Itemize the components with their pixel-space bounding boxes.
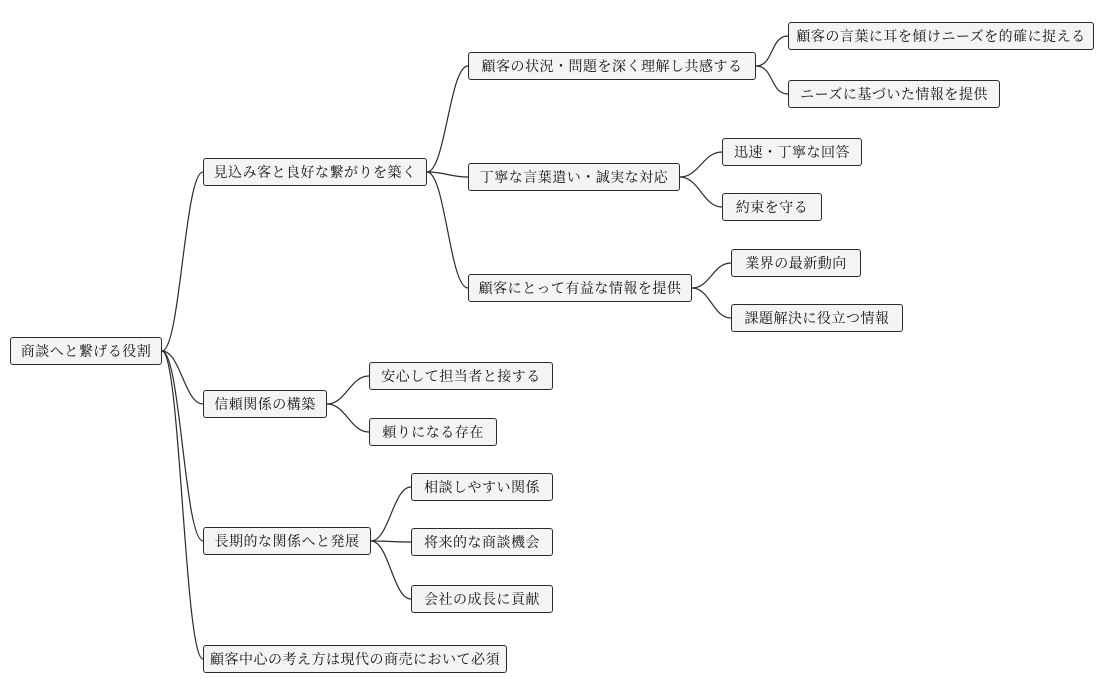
mindmap-node: 顧客中心の考え方は現代の商売において必須 <box>203 645 507 673</box>
mindmap-node: 会社の成長に貢献 <box>411 585 553 613</box>
mindmap-node: 長期的な関係へと発展 <box>203 527 371 555</box>
mindmap-node: 安心して担当者と接する <box>369 362 553 390</box>
mindmap-node: 相談しやすい関係 <box>411 473 553 501</box>
mindmap-edge <box>692 263 731 288</box>
mindmap-node: 頼りになる存在 <box>369 418 497 446</box>
mindmap-edge <box>692 288 731 318</box>
mindmap-node: 丁寧な言葉遣い・誠実な対応 <box>468 163 680 191</box>
mindmap-node: 将来的な商談機会 <box>411 528 553 556</box>
mindmap-edge <box>427 66 468 172</box>
mindmap-edge <box>756 36 788 66</box>
mindmap-node: ニーズに基づいた情報を提供 <box>788 80 1000 108</box>
mindmap-edge <box>680 152 722 177</box>
mindmap-edge <box>371 541 411 599</box>
mindmap-node: 業界の最新動向 <box>731 249 861 277</box>
mindmap-edge <box>371 487 411 541</box>
mindmap-edge <box>680 177 722 207</box>
mindmap-node: 顧客にとって有益な情報を提供 <box>468 274 692 302</box>
mindmap-node: 課題解決に役立つ情報 <box>731 304 903 332</box>
mindmap-edge <box>371 541 411 542</box>
mindmap-edge <box>327 376 369 404</box>
mindmap-node: 約束を守る <box>722 193 822 221</box>
mindmap-node: 顧客の言葉に耳を傾けニーズを的確に捉える <box>788 22 1094 50</box>
mindmap-node: 見込み客と良好な繋がりを築く <box>203 158 427 186</box>
mindmap-edge <box>756 66 788 94</box>
mindmap-edge <box>327 404 369 432</box>
mindmap-edge <box>427 172 468 288</box>
mindmap-edge <box>162 351 203 659</box>
mindmap-node: 顧客の状況・問題を深く理解し共感する <box>468 52 756 80</box>
mindmap-node: 商談へと繋げる役割 <box>10 337 162 365</box>
mindmap-edge <box>162 172 203 351</box>
mindmap-node: 迅速・丁寧な回答 <box>722 138 862 166</box>
mindmap-node: 信頼関係の構築 <box>203 390 327 418</box>
